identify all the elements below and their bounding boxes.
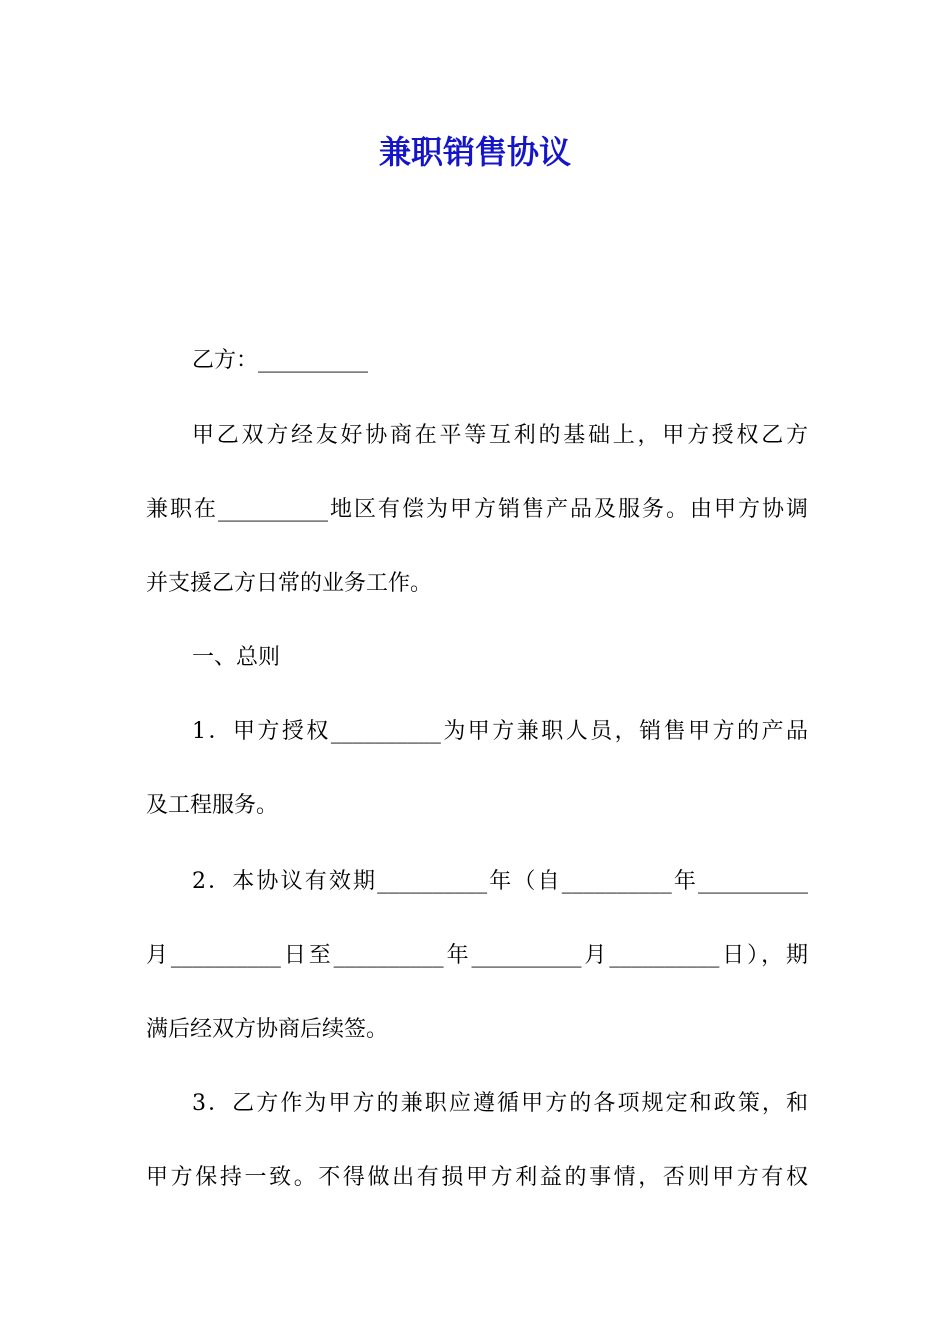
- clause-line: 1．甲方授权__________为甲方兼职人员，销售甲方的产品: [192, 719, 808, 744]
- party-b-line: 乙方：__________: [192, 348, 369, 373]
- clause-line: 甲方保持一致。不得做出有损甲方利益的事情，否则甲方有权: [146, 1165, 808, 1190]
- clause-line: 满后经双方协商后续签。: [146, 1017, 389, 1042]
- paragraph-line: 兼职在__________地区有偿为甲方销售产品及服务。由甲方协调: [146, 497, 808, 522]
- paragraph-line: 并支援乙方日常的业务工作。: [146, 571, 433, 596]
- clause-line: 月__________日至__________年__________月__________日），期: [146, 943, 808, 968]
- paragraph-line: 甲乙双方经友好协商在平等互利的基础上，甲方授权乙方: [192, 423, 808, 448]
- document-title: 兼职销售协议: [378, 133, 571, 171]
- clause-line: 及工程服务。: [146, 793, 279, 818]
- section-heading: 一、总则: [192, 645, 281, 670]
- clause-line: 2．本协议有效期__________年（自__________年__________: [192, 869, 808, 894]
- clause-line: 3．乙方作为甲方的兼职应遵循甲方的各项规定和政策，和: [192, 1091, 808, 1116]
